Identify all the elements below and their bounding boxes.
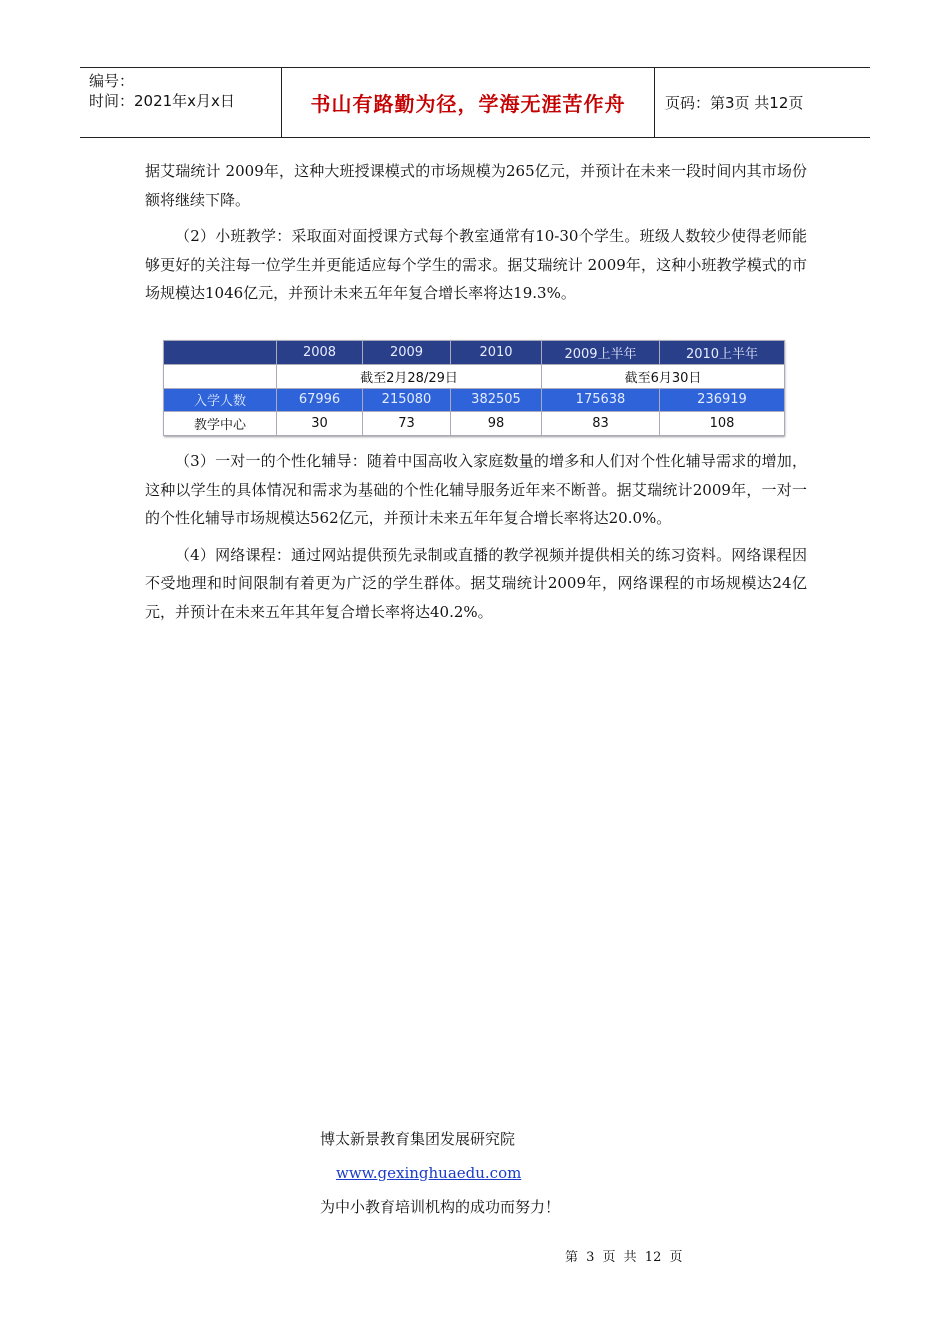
table-header-row xyxy=(164,341,785,365)
table-cell: 175638 xyxy=(542,388,660,412)
col-header: 2009 xyxy=(363,341,451,365)
paragraph-2: （2）小班教学：采取面对面授课方式每个教室通常有10-30个学生。班级人数较少使得老师能够更好的关注每一位学生并更能适应每个学生的需求。据艾瑞统计 2009年，这种小班教学模式的市场规模达1046亿元，并预计未来五年年复合增长率将达19.3%。 xyxy=(145,227,807,303)
row-label: 入学人数 xyxy=(164,388,277,412)
col-header: 2010上半年 xyxy=(660,341,785,365)
table-cell: 382505 xyxy=(451,388,542,412)
table-cell: 236919 xyxy=(660,388,785,412)
table-cell: 83 xyxy=(542,412,660,436)
col-header: 2009上半年 xyxy=(542,341,660,365)
paragraph-4: （4）网络课程：通过网站提供预先录制或直播的教学视频并提供相关的练习资料。网络课程因不受地理和时间限制有着更为广泛的学生群体。据艾瑞统计2009年，网络课程的市场规模达24亿元，并预计在未来五年其年复合增长率将达40.2%。 xyxy=(145,545,807,621)
footer-block xyxy=(320,1122,560,1224)
group-header-left: 截至2月28/29日 xyxy=(277,364,542,388)
body-text xyxy=(145,157,807,308)
table-row xyxy=(164,388,785,412)
table-subheader-row xyxy=(164,364,785,388)
table-cell: 30 xyxy=(277,412,363,436)
group-header-right: 截至6月30日 xyxy=(542,364,785,388)
footer-org: 博太新景教育集团发展研究院 xyxy=(320,1130,516,1148)
motto-text: 书山有路勤为径，学海无涯苦作舟 xyxy=(310,92,626,116)
header-motto xyxy=(282,68,655,137)
table-corner xyxy=(164,341,277,365)
body-text-continued xyxy=(145,447,807,627)
footer-url-link[interactable]: www.gexinghuaedu.com xyxy=(336,1164,522,1182)
footer-slogan: 为中小教育培训机构的成功而努力！ xyxy=(320,1198,561,1216)
time-label: 时间：2021年x月x日 xyxy=(89,92,235,110)
table-cell: 108 xyxy=(660,412,785,436)
page-number: 第 3 页 共 12 页 xyxy=(565,1250,683,1265)
table-cell: 67996 xyxy=(277,388,363,412)
paragraph-3: （3）一对一的个性化辅导：随着中国高收入家庭数量的增多和人们对个性化辅导需求的增加，这种以学生的具体情况和需求为基础的个性化辅导服务近年来不断普。据艾瑞统计2009年，一对一的个性化辅导市场规模达562亿元，并预计未来五年年复合增长率将达20.0%。 xyxy=(145,452,807,528)
header-meta xyxy=(80,68,282,137)
table-blank-cell xyxy=(164,364,277,388)
table-cell: 98 xyxy=(451,412,542,436)
number-label: 编号： xyxy=(89,72,135,90)
row-label: 教学中心 xyxy=(164,412,277,436)
paragraph-1: 据艾瑞统计 2009年，这种大班授课模式的市场规模为265亿元，并预计在未来一段时间内其市场份额将继续下降。 xyxy=(145,162,807,209)
enrollment-table xyxy=(163,340,784,436)
page-header xyxy=(80,67,870,138)
header-page-info: 页码：第3页 共12页 xyxy=(665,94,804,112)
col-header: 2008 xyxy=(277,341,363,365)
table-cell: 73 xyxy=(363,412,451,436)
table-cell: 215080 xyxy=(363,388,451,412)
table-row xyxy=(164,412,785,436)
col-header: 2010 xyxy=(451,341,542,365)
